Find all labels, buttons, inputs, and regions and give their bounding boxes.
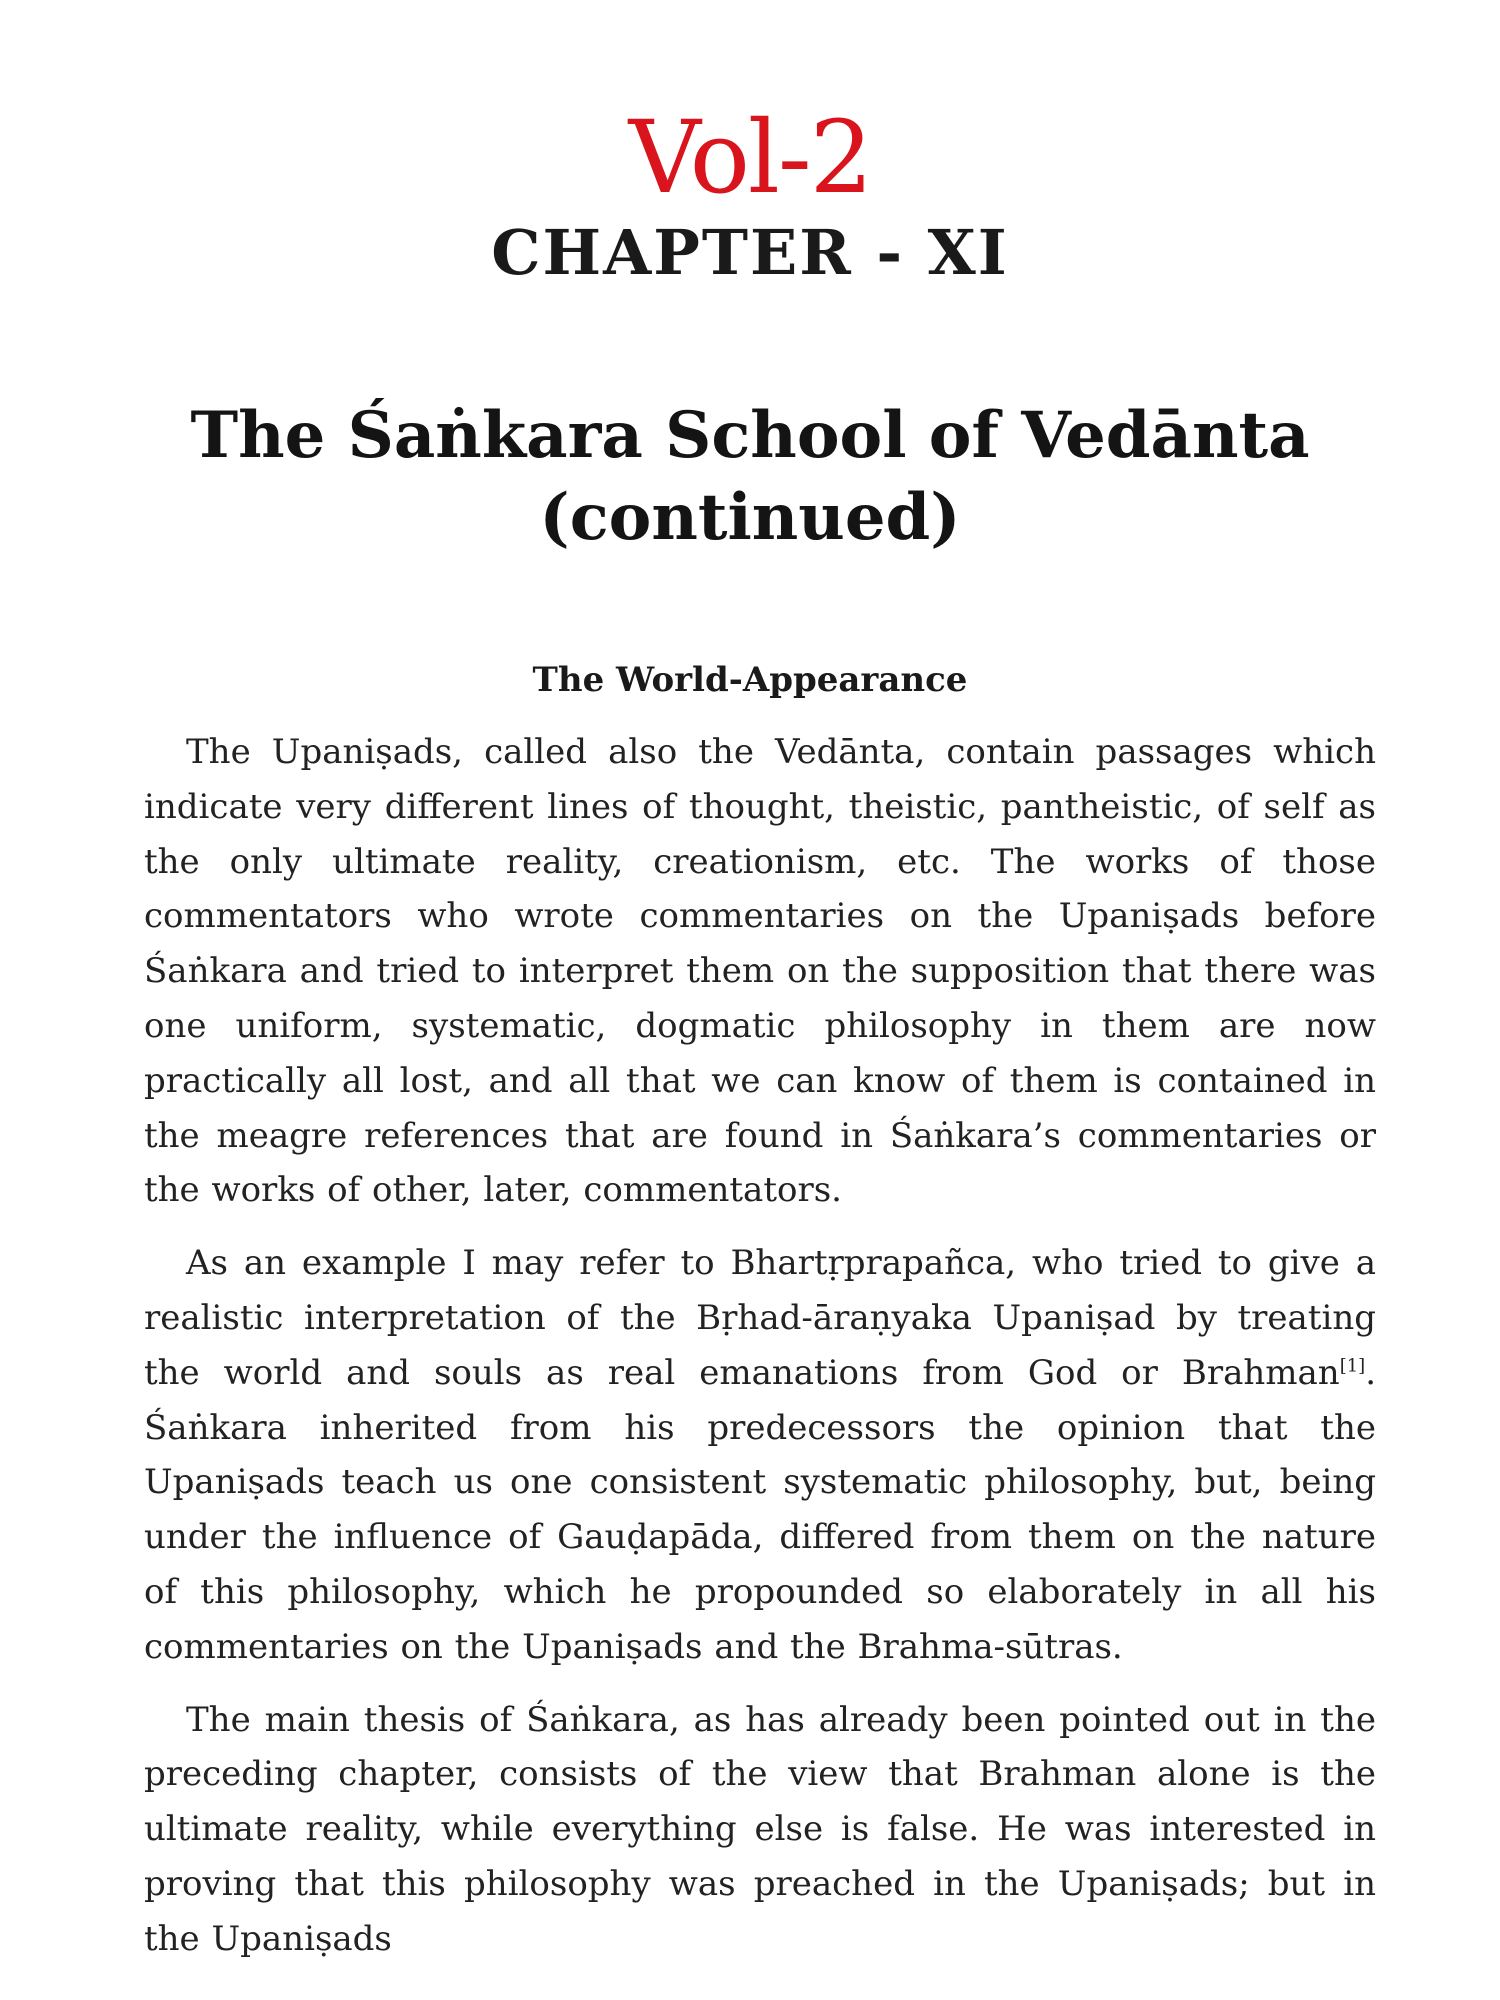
paragraph-2-text-before-note: As an example I may refer to Bhartṛprapañca, who tried to give a realistic interpretation of the Bṛhad-āraṇyaka Upaniṣad by treating the world and souls as real emanations from God or Brahman (144, 1243, 1376, 1393)
paragraph-2 (144, 1236, 1376, 1674)
body-text (144, 725, 1376, 1985)
chapter-heading: CHAPTER - XI (491, 216, 1009, 289)
volume-label: Vol-2 (628, 99, 872, 216)
section-heading: The World-Appearance (532, 660, 968, 700)
paragraph-3: The main thesis of Śaṅkara, as has already been pointed out in the preceding chapter, consists of the view that Brahman alone is the ultimate reality, while everything else is false. He was interested in proving that this philosophy was preached in the Upaniṣads; but in the Upaniṣads (144, 1699, 1376, 1959)
chapter-title (0, 395, 1500, 559)
paragraph-2-text-after-note: . Śaṅkara inherited from his predecessors the opinion that the Upaniṣads teach us one consistent systematic philosophy, but, being under the influence of Gauḍapāda, differed from them on the nature of this philosophy, which he propounded so elaborately in all his commentaries on the Upaniṣads and the Brahma-sūtras. (144, 1352, 1376, 1667)
footnote-marker[interactable]: [1] (1339, 1355, 1366, 1377)
paragraph-1: The Upaniṣads, called also the Vedānta, contain passages which indicate very different lines of thought, theistic, pantheistic, of self as the only ultimate reality, creationism, etc. The works of those commentators who wrote commentaries on the Upaniṣads before Śaṅkara and tried to interpret them on the supposition that there was one uniform, systematic, dogmatic philosophy in them are now practically all lost, and all that we can know of them is contained in the meagre references that are found in Śaṅkara’s commentaries or the works of other, later, commentators. (144, 732, 1376, 1211)
chapter-title-line-1: The Śaṅkara School of Vedānta (190, 398, 1310, 473)
chapter-title-line-2: (continued) (539, 479, 961, 555)
